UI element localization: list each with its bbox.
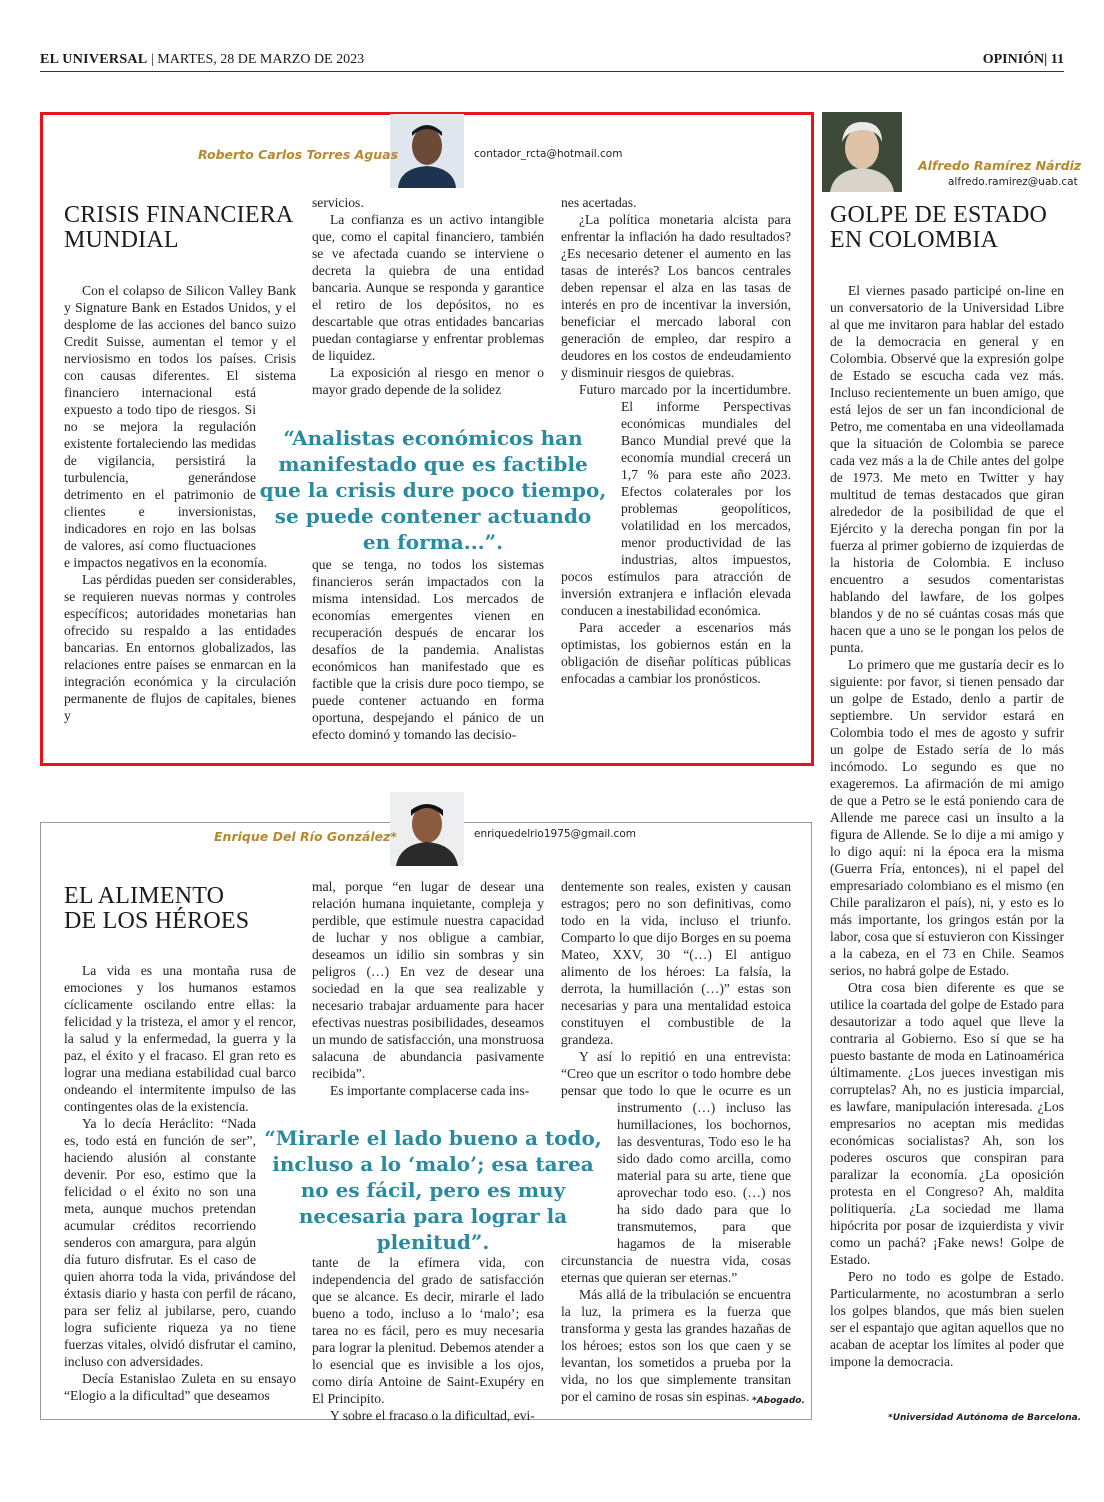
paragraph: nes acertadas. <box>561 195 637 210</box>
page-number: 11 <box>1050 52 1064 67</box>
article-3-column <box>830 282 1064 1390</box>
header-left: EL UNIVERSAL | MARTES, 28 DE MARZO DE 2023 <box>40 52 365 67</box>
paragraph: Ya lo decía Heráclito: “Nada es, todo está en función de ser”, haciendo alusión al constante devenir. Por eso, estimo que la felicidad o el éxito no son una meta, aunque muchos pretendan acumular créditos recorriendo senderos con amargura, para algún día futuro disfrutar. Es el caso de quien ahorra toda la vida, privándose del éxtasis diario y hasta con perfil de rácano, para ser feliz al jubilarse, pero, cuando logra suficiente riqueza ya no tiene fuerzas vitales, olvidó disfrutar el camino, incluso con adversidades. <box>64 1116 296 1369</box>
article-2-column-2-bottom <box>312 1254 544 1423</box>
author-photo-torres <box>390 114 464 188</box>
newspaper-name: EL UNIVERSAL <box>40 52 148 67</box>
article-1-headline <box>64 203 304 253</box>
headline-line-1: EL ALIMENTO <box>64 883 225 909</box>
author-photo-ramirez <box>822 112 902 192</box>
section-name: OPINIÓN <box>982 52 1045 67</box>
paragraph: dentemente son reales, existen y causan estragos; pero no son definitivas, como todo en la vida, incluso el triunfo. Comparto lo que dijo Borges en su poema Mateo, XXV, 30 “(…) El antiguo alimento de los héroes: La falsía, la derrota, la humillación (…)” estas son necesarias y para una mentalidad estoica constituyen el combustible de la grandeza. <box>561 879 791 1047</box>
paragraph: Otra cosa bien diferente es que se utilice la coartada del golpe de Estado para desautorizar a todo aquel que lleve la contraria al Gobierno. Eso sí que se ha puesto bastante de moda en Latinoamérica últimamente. ¿Los jueces investigan mis corruptelas? Ah, no es justicia imparcial, es lawfare, manipulación interesada. ¿Los empresarios no aceptan mis medidas económicas socialistas? Ah, son los poderes oscuros que conspiran para paralizar la economía. ¿La oposición protesta en el Congreso? Ah, maldita politiquería. ¿La sociedad me llama hipócrita por posar de izquierdista y vivir como un pachá? ¡Fake news! Golpe de Estado. <box>830 980 1064 1267</box>
article-1-column-2-bottom <box>312 556 544 746</box>
paragraph: Pero no todo es golpe de Estado. Particularmente, no acostumbran a serlo los golpes blandos, que más bien suelen ser el espantajo que agitan aquellos que no acaban de aceptar los límites al poder que impone la democracia. <box>830 1269 1064 1369</box>
issue-date: MARTES, 28 DE MARZO DE 2023 <box>157 52 365 67</box>
avatar <box>390 792 464 866</box>
paragraph: La exposición al riesgo en menor o mayor grado depende de la solidez <box>312 365 544 397</box>
headline-line-2: MUNDIAL <box>64 227 179 253</box>
author-name: Alfredo Ramírez Nárdiz <box>918 158 1082 173</box>
author-email: enriquedelrio1975@gmail.com <box>474 828 636 840</box>
author-email: alfredo.ramirez@uab.cat <box>948 176 1078 188</box>
author-photo-del-rio <box>390 792 464 866</box>
avatar <box>390 114 464 188</box>
avatar <box>822 112 902 192</box>
headline-line-2: EN COLOMBIA <box>830 227 999 253</box>
author-email: contador_rcta@hotmail.com <box>474 148 623 160</box>
article-2-column-2-top <box>312 878 544 1096</box>
headline-line-2: DE LOS HÉROES <box>64 908 250 934</box>
paragraph: La confianza es un activo intangible que, como el capital financiero, también se ve afectada cuando se interviene o decreta la quiebra de una entidad bancaria. Aunque se responda y garantice el retiro de los depósitos, no es descartable que otras entidades bancarias puedan contagiarse y enfrentar problemas de liquidez. <box>312 212 544 363</box>
paragraph: Para acceder a escenarios más optimistas, los gobiernos están en la obligación de diseñar políticas públicas enfocadas a cambiar los pronósticos. <box>561 620 791 686</box>
headline-line-1: GOLPE DE ESTADO <box>830 202 1048 228</box>
paragraph: Las pérdidas pueden ser considerables, se requieren nuevas normas y controles específicos; autoridades monetarias han ofrecido su respaldo a las entidades bancarias. En entornos globalizados, las relaciones entre países se enmarcan en la integración económica y la circulación permanente de flujos de capitales, bienes y <box>64 572 296 723</box>
paragraph: que se tenga, no todos los sistemas financieros serán impactados con la misma intensidad. Los mercados de economías emergentes vienen en recuperación después de encarar los desafíos de la pandemia. Analistas económicos han manifestado que es factible que la crisis dure poco tiempo, se puede contener actuando en forma oportuna, despejando el pánico de un efecto dominó y tomando las decisio- <box>312 557 544 742</box>
paragraph: La vida es una montaña rusa de emociones y los humanos estamos cíclicamente oscilando entre ellas: la felicidad y la tristeza, el amor y el rencor, la salud y la enfermedad, la guerra y la paz, el éxito y el fracaso. El gran reto es lograr una mediana estabilidad cual barco ondeando el intermitente impulso de las contingentes olas de la existencia. <box>64 963 296 1114</box>
article-2-pull-quote: “Mirarle el lado bueno a todo, incluso a lo ‘malo’; esa tarea no es fácil, pero es muy necesaria para lograr la plenitud”. <box>264 1126 602 1254</box>
paragraph: tante de la efímera vida, con independencia del grado de satisfacción que se alcance. Es decir, mirarle el lado bueno a todo, incluso a lo ‘malo’; esa tarea no es fácil, pero es muy necesaria para lograr la plenitud. Debemos atender a lo esencial que es invisible a los ojos, como diría Antoine de Saint-Exupéry en El Principito. <box>312 1255 544 1406</box>
paragraph: mal, porque “en lugar de desear una relación humana inquietante, compleja y perdible, que estimule nuestra capacidad de luchar y nos obligue a cambiar, deseamos un idilio sin sombras y sin peligros (…) En vez de desear una sociedad en la que sea realizable y necesario trabajar arduamente para hacer efectivas nuestras posibilidades, deseamos un mundo de satisfacción, una monstruosa salacuna de abundancia pasivamente recibida”. <box>312 879 544 1081</box>
paragraph: Lo primero que me gustaría decir es lo siguiente: por favor, si tienen pensado dar un golpe de Estado, denlo a partir de septiembre. Un servidor estará en Colombia todo el mes de agosto y sufrir un golpe de Estado sería de lo más incómodo. Lo segundo es que no exageremos. La afirmación de mi amigo de que a Petro se le está poniendo cara de Allende me parece casi un insulto a la figura de Allende. Se lo dije a mi amigo y lo digo aquí: ni la época era la misma (Guerra Fría, entonces), ni el papel del empresariado colombiano es el mismo (en Chile paralizaron el país), ni, y esto es lo más importante, los gringos están por la labor, cosa que sí estuvieron con Kissinger a la cabeza, en el 73 en Chile. Seamos serios, no habrá golpe de Estado. <box>830 657 1064 978</box>
header-right: OPINIÓN| 11 <box>982 52 1064 67</box>
paragraph: Con el colapso de Silicon Valley Bank y Signature Bank en Estados Unidos, y el desplome de las acciones del banco suizo Credit Suisse, aumentan el temor y el nerviosismo en todos los países. Crisis con causas diferentes. El sistema financiero internacional está expuesto a todo tipo de riesgos. Si no se mejora la regulación existente fortaleciendo las medidas de vigilancia, persistirá la turbulencia, generándose detrimento en el patrimonio de clientes e inversionistas, indicadores en rojo en las bolsas de valores, así como fluctuaciones e impactos negativos en la economía. <box>64 283 296 570</box>
page-header <box>40 52 1064 72</box>
article-3-headline <box>830 203 1070 253</box>
paragraph: Es importante complacerse cada ins- <box>330 1083 530 1098</box>
paragraph: Futuro marcado por la incertidumbre. El informe Perspectivas económicas mundiales del Banco Mundial prevé que la economía mundial crecerá un 1,7 % para este año 2023. Efectos colaterales por los problemas geopolíticos, volatilidad en los mercados, menor productividad de las industrias, altos impuestos, pocos estímulos para atracción de inversión extranjera e inflación elevada conducen a inestabilidad económica. <box>561 382 791 618</box>
paragraph: El viernes pasado participé on-line en un conversatorio de la Universidad Libre al que me invitaron para hablar del estado de la democracia en general y en Colombia. Observé que la expresión golpe de Estado se escucha cada vez más. Incluso recientemente un buen amigo, que está lejos de ser un fan incondicional de Petro, me comentaba en una videollamada que la situación de Colombia se parece cada vez más a la de Chile antes del golpe de 1973. Me meto en Twitter y hay multitud de temas destacados que giran alrededor de la posibilidad de que el Ejército y la derecha pongan fin por la fuerza al primer gobierno de izquierdas de la historia de Colombia. E incluso encuentro a sesudos comentaristas hablando del lawfare, de los golpes blandos y de no sé cuántas cosas más que hacen que a uno se le pongan los pelos de punta. <box>830 283 1064 655</box>
article-2-headline <box>64 884 304 934</box>
article-1-column-3 <box>561 194 791 746</box>
paragraph: ¿La política monetaria alcista para enfrentar la inflación ha dado resultados? ¿Es necesario detener el aumento en las tasas de interés? Los bancos centrales deben repensar el alza en las tasas de interés en pro de incentivar la inversión, beneficiar el mercado laboral con generación de empleo, dar respiro a deudores en los costos de endeudamiento y disminuir riesgos de quiebras. <box>561 212 791 380</box>
author-name: Roberto Carlos Torres Aguas <box>198 147 399 162</box>
article-1-column-2-top <box>312 194 544 400</box>
author-name: Enrique Del Río González* <box>214 829 397 844</box>
paragraph: servicios. <box>312 195 364 210</box>
paragraph: Decía Estanislao Zuleta en su ensayo “Elogio a la dificultad” que deseamos <box>64 1371 296 1403</box>
headline-line-1: CRISIS FINANCIERA <box>64 202 294 228</box>
footnote: *Universidad Autónoma de Barcelona. <box>888 1413 1082 1423</box>
paragraph: Más allá de la tribulación se encuentra la luz, la primera es la fuerza que transforma y gesta las grandes hazañas de los héroes; estos son los que caen y se levantan, los sometidos a prueba por la vida, no los que simplemente transitan por el camino de rosas sin espinas. <box>561 1287 791 1404</box>
paragraph: Y sobre el fracaso o la dificultad, evi- <box>330 1408 535 1423</box>
article-1-pull-quote: “Analistas económicos han manifestado que es factible que la crisis dure poco tiempo, se puede contener actuando en forma...”. <box>259 426 607 554</box>
paragraph: Y así lo repitió en una entrevista: “Creo que un escritor o todo hombre debe pensar que todo lo que le ocurre es un instrumento (…) incluso las humillaciones, los bochornos, las desventuras, Todo eso le ha sido dado como arcilla, como material para su arte, tiene que aprovechar todo eso. (…) nos ha sido dado para que lo transmutemos, para que hagamos de la miserable circunstancia de nuestra vida, cosas eternas que quieran ser eternas.” <box>561 1049 791 1285</box>
footnote: *Abogado. <box>752 1396 805 1406</box>
